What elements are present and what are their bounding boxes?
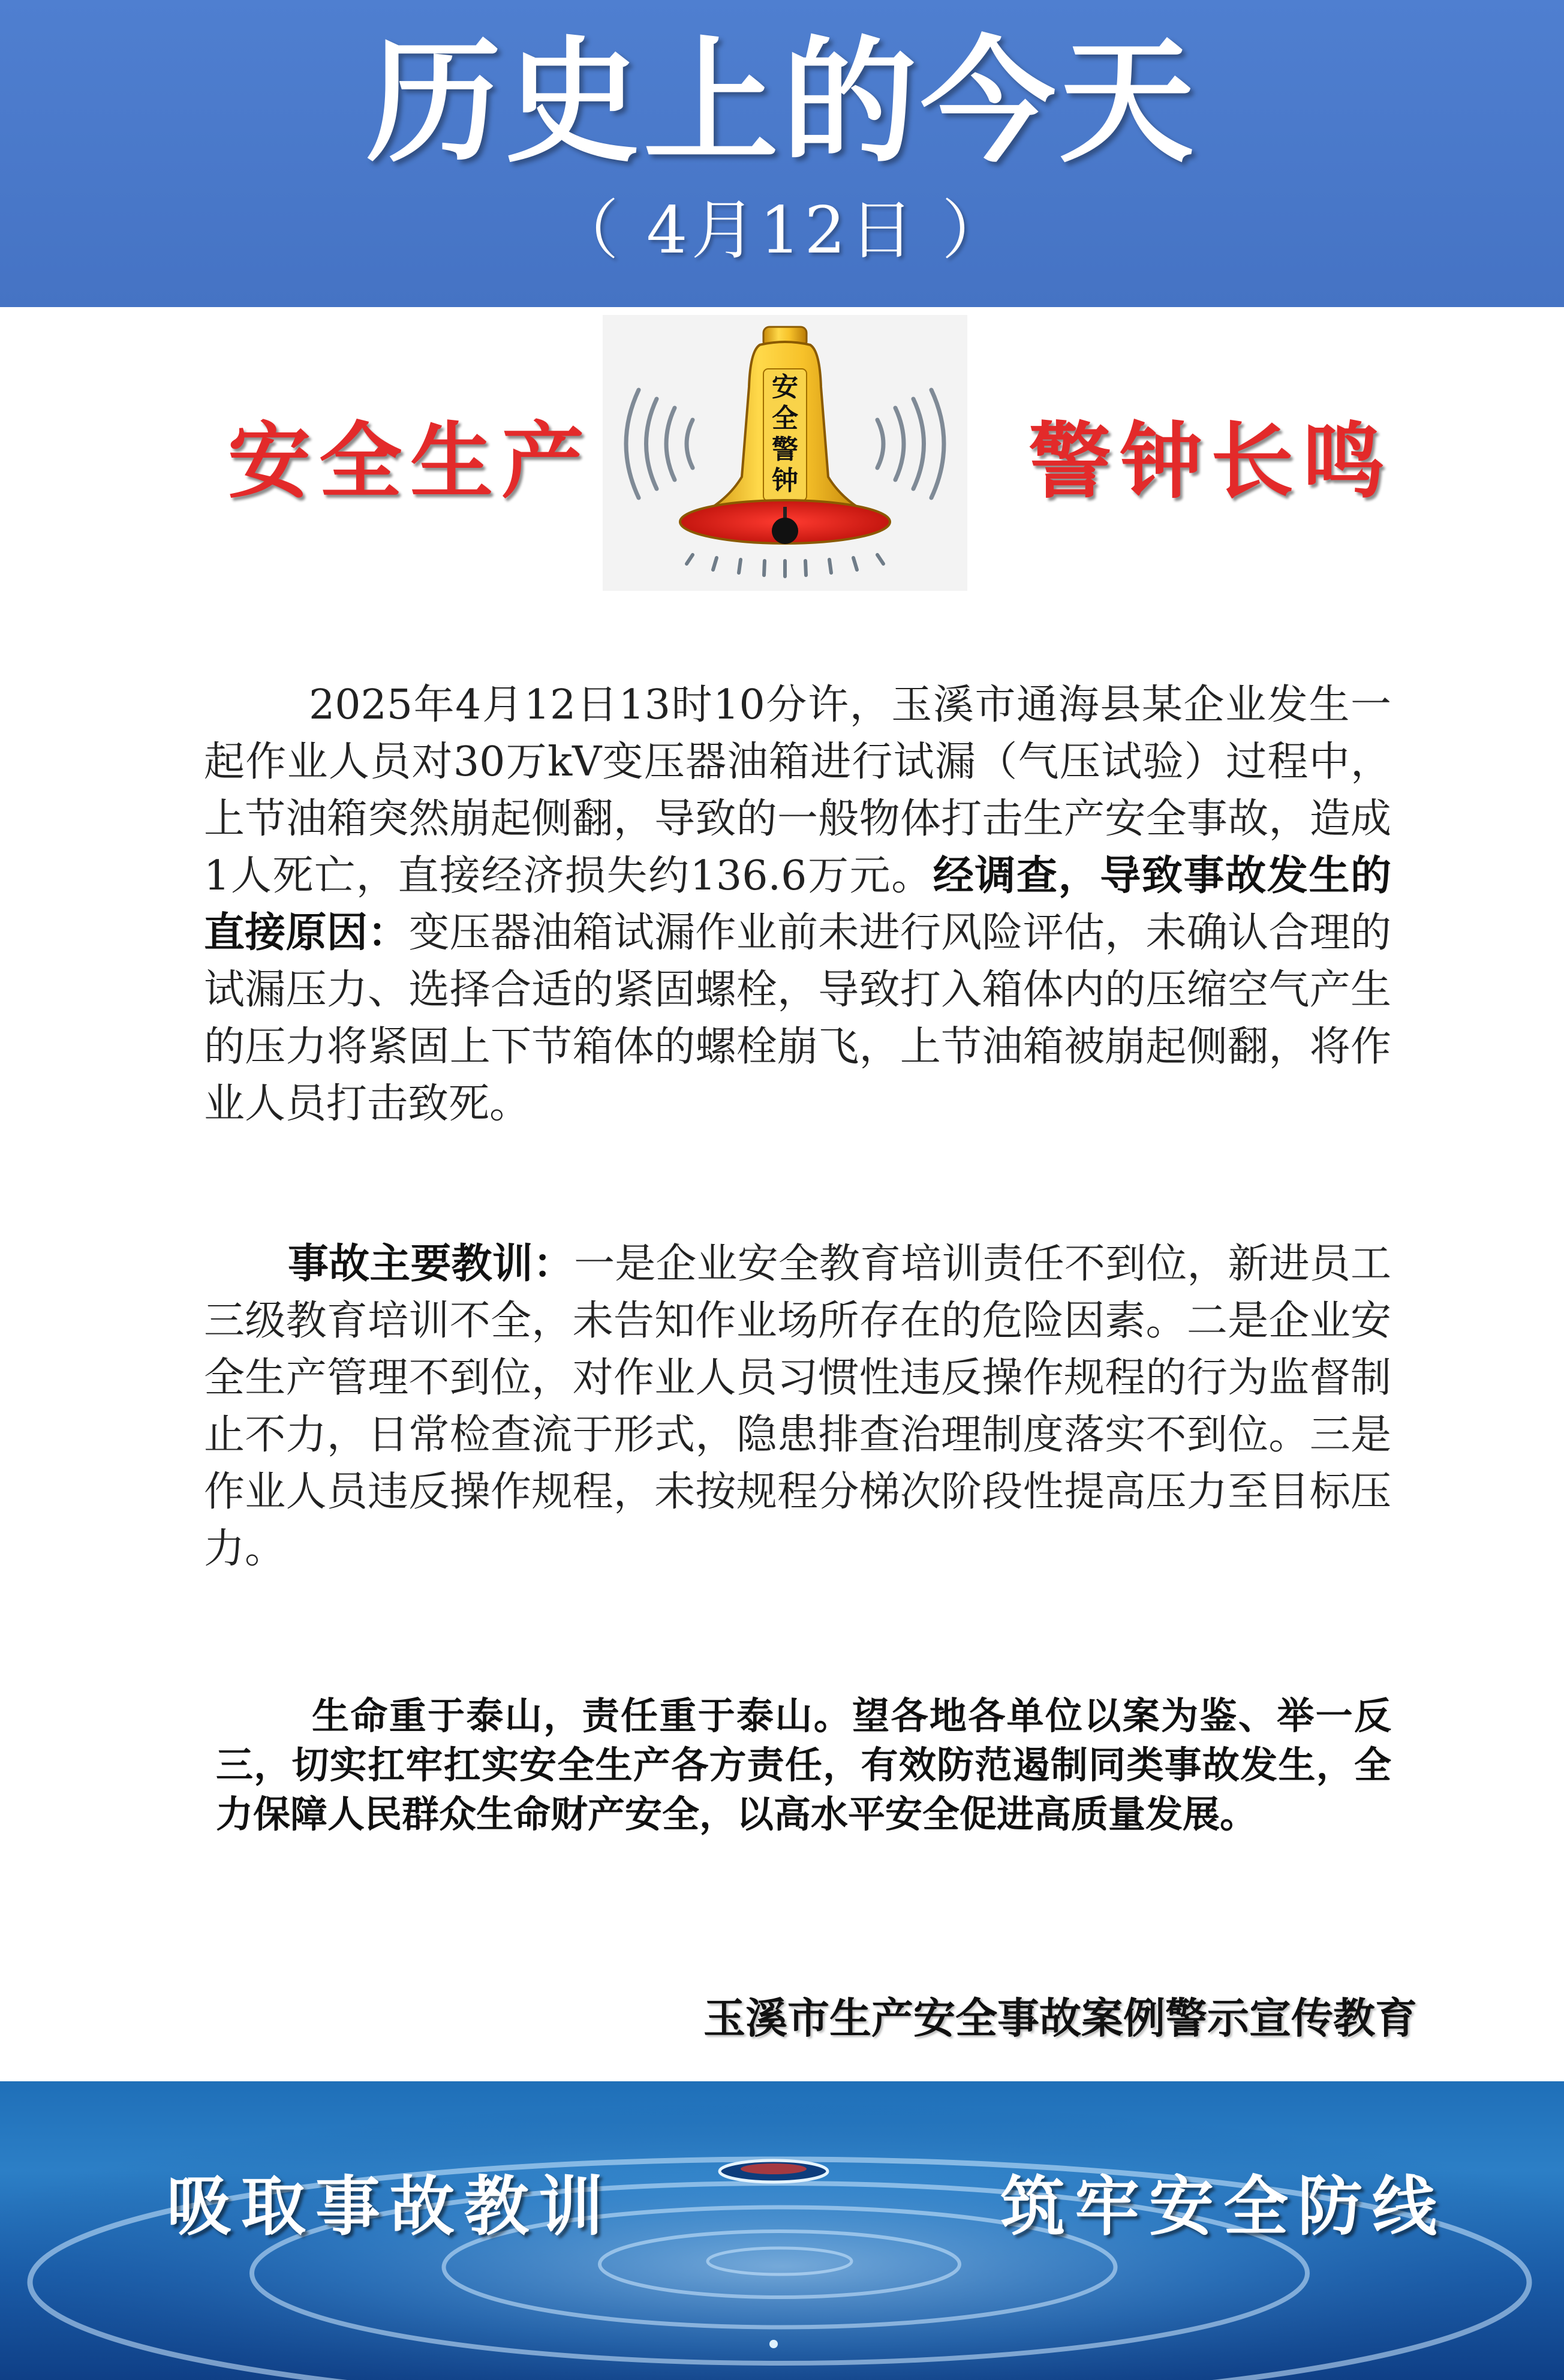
alarm-bell-slogan: 警钟长鸣	[1028, 413, 1394, 510]
page-title: 历史上的今天	[366, 23, 1198, 181]
bell-label: 安全警钟	[772, 372, 798, 496]
direct-cause-heading: 经调查，导致事故发生的直接原因：	[204, 852, 1391, 957]
lessons-paragraph	[204, 1236, 1391, 1577]
safety-production-slogan: 安全生产	[228, 413, 593, 510]
issuer-signature: 玉溪市生产安全事故案例警示宣传教育	[703, 1993, 1417, 2043]
closing-appeal: 生命重于泰山，责任重于泰山。望各地各单位以案为鉴、举一反三，切实扛牢扛实安全生产各方责任，有效防范遏制同类事故发生，全力保障人民群众生命财产安全，以高水平安全促进高质量发展。	[216, 1694, 1391, 1836]
learn-lessons-slogan: 吸取事故教训	[167, 2169, 613, 2244]
lessons-heading: 事故主要教训：	[288, 1240, 575, 1288]
accident-paragraph	[204, 677, 1391, 1132]
alarm-bell-illustration	[603, 315, 967, 591]
accident-summary: 2025年4月12日13时10分许，玉溪市通海县某企业发生一起作业人员对30万kV变压器油箱进行试漏（气压试验）过程中，上节油箱突然崩起侧翻，导致的一般物体打击生产安全事故，造成1人死亡，直接经济损失约136.6万元。	[204, 681, 1391, 900]
direct-cause-text: 变压器油箱试漏作业前未进行风险评估，未确认合理的试漏压力、选择合适的紧固螺栓，导致打入箱体内的压缩空气产生的压力将紧固上下节箱体的螺栓崩飞，上节油箱被崩起侧翻，将作业人员打击致死。	[204, 909, 1391, 1128]
safety-defense-slogan: 筑牢安全防线	[1000, 2169, 1447, 2244]
header-banner	[0, 0, 1564, 307]
lessons-text: 一是企业安全教育培训责任不到位，新进员工三级教育培训不全，未告知作业场所存在的危险因素。二是企业安全生产管理不到位，对作业人员习惯性违反操作规程的行为监督制止不力，日常检查流于形式，隐患排查治理制度落实不到位。三是作业人员违反操作规程，未按规程分梯次阶段性提高压力至目标压力。	[204, 1240, 1391, 1573]
page-date: （ 4月12日 ）	[554, 193, 1010, 268]
